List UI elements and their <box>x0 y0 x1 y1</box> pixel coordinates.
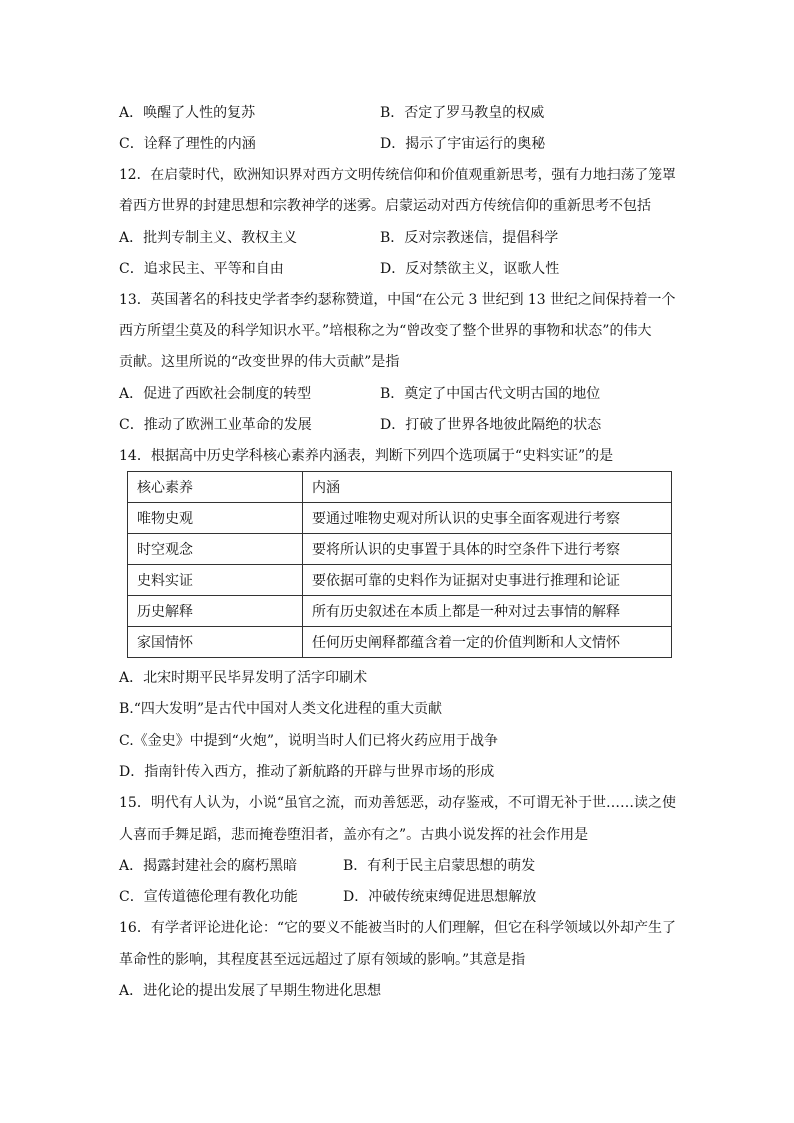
q16-stem-line1: 16．有学者评论进化论：“它的要义不能被当时的人们理解，但它在科学领域以外却产生了 <box>119 920 676 936</box>
q13-option-d: D．打破了世界各地彼此隔绝的状态 <box>380 417 602 433</box>
q15-option-a: A．揭露封建社会的腐朽黑暗 <box>119 858 298 874</box>
q14-option-d: D．指南针传入西方，推动了新航路的开辟与世界市场的形成 <box>119 764 495 780</box>
q15-option-c: C．宣传道德伦理有教化功能 <box>119 889 298 905</box>
table-header-cell: 内涵 <box>303 472 672 503</box>
q11-option-a: A．唤醒了人性的复苏 <box>119 105 256 121</box>
table-header-row <box>128 472 672 503</box>
q16-option-a: A．进化论的提出发展了早期生物进化思想 <box>119 983 382 999</box>
table-cell: 时空观念 <box>128 534 303 565</box>
table-cell: 家国情怀 <box>128 627 303 658</box>
q13-stem-line1: 13．英国著名的科技史学者李约瑟称赞道，中国“在公元 3 世纪到 13 世纪之间保持着一个 <box>119 292 676 308</box>
q13-option-a: A．促进了西欧社会制度的转型 <box>119 386 312 402</box>
table-row <box>128 534 672 565</box>
q12-option-c: C．追求民主、平等和自由 <box>119 261 284 277</box>
q15-stem-line1: 15．明代有人认为，小说“虽官之流，而劝善惩恶，动存鉴戒，不可谓无补于世……读之使 <box>119 795 676 811</box>
q11-option-c: C．诠释了理性的内涵 <box>119 136 256 152</box>
table-cell: 史料实证 <box>128 565 303 596</box>
q16-stem-line2: 革命性的影响，其程度甚至远远超过了原有领域的影响。”其意是指 <box>119 952 526 968</box>
table-cell: 唯物史观 <box>128 503 303 534</box>
q12-stem-line1: 12．在启蒙时代，欧洲知识界对西方文明传统信仰和价值观重新思考，强有力地扫荡了笼罩 <box>119 167 676 183</box>
q15-stem-line2: 人喜而手舞足蹈，悲而掩卷堕泪者，盖亦有之”。古典小说发挥的社会作用是 <box>119 827 589 843</box>
table-cell: 要通过唯物史观对所认识的史事全面客观进行考察 <box>303 503 672 534</box>
q15-option-b: B．有利于民主启蒙思想的萌发 <box>343 858 536 874</box>
q13-stem-line3: 贡献。这里所说的“改变世界的伟大贡献”是指 <box>119 354 400 370</box>
q15-option-d: D．冲破传统束缚促进思想解放 <box>343 889 537 905</box>
table-row <box>128 596 672 627</box>
q11-option-b: B．否定了罗马教皇的权威 <box>380 105 545 121</box>
q13-option-c: C．推动了欧洲工业革命的发展 <box>119 417 312 433</box>
q11-option-d: D．揭示了宇宙运行的奥秘 <box>380 136 546 152</box>
table-cell: 历史解释 <box>128 596 303 627</box>
table-row <box>128 503 672 534</box>
q13-option-b: B．奠定了中国古代文明古国的地位 <box>380 386 601 402</box>
q12-option-d: D．反对禁欲主义，讴歌人性 <box>380 261 560 277</box>
q12-option-b: B．反对宗教迷信，提倡科学 <box>380 230 559 246</box>
table-cell: 要将所认识的史事置于具体的时空条件下进行考察 <box>303 534 672 565</box>
table-row <box>128 565 672 596</box>
table-cell: 所有历史叙述在本质上都是一种对过去事情的解释 <box>303 596 672 627</box>
q12-stem-line2: 着西方世界的封建思想和宗教神学的迷雾。启蒙运动对西方传统信仰的重新思考不包括 <box>119 198 651 214</box>
q14-option-c: C.《金史》中提到“火炮”，说明当时人们已将火药应用于战争 <box>119 733 498 749</box>
q12-option-a: A．批判专制主义、教权主义 <box>119 230 298 246</box>
table-header-cell: 核心素养 <box>128 472 303 503</box>
q14-option-a: A．北宋时期平民毕昇发明了活字印刷术 <box>119 670 368 686</box>
q14-option-b: B.“四大发明”是古代中国对人类文化进程的重大贡献 <box>119 701 443 717</box>
table-row <box>128 627 672 658</box>
core-literacy-table <box>127 471 672 658</box>
q14-stem: 14．根据高中历史学科核心素养内涵表，判断下列四个选项属于“史料实证”的是 <box>119 448 614 464</box>
table-cell: 要依据可靠的史料作为证据对史事进行推理和论证 <box>303 565 672 596</box>
table-cell: 任何历史阐释都蕴含着一定的价值判断和人文情怀 <box>303 627 672 658</box>
q13-stem-line2: 西方所望尘莫及的科学知识水平。”培根称之为“曾改变了整个世界的事物和状态”的伟大 <box>119 323 652 339</box>
